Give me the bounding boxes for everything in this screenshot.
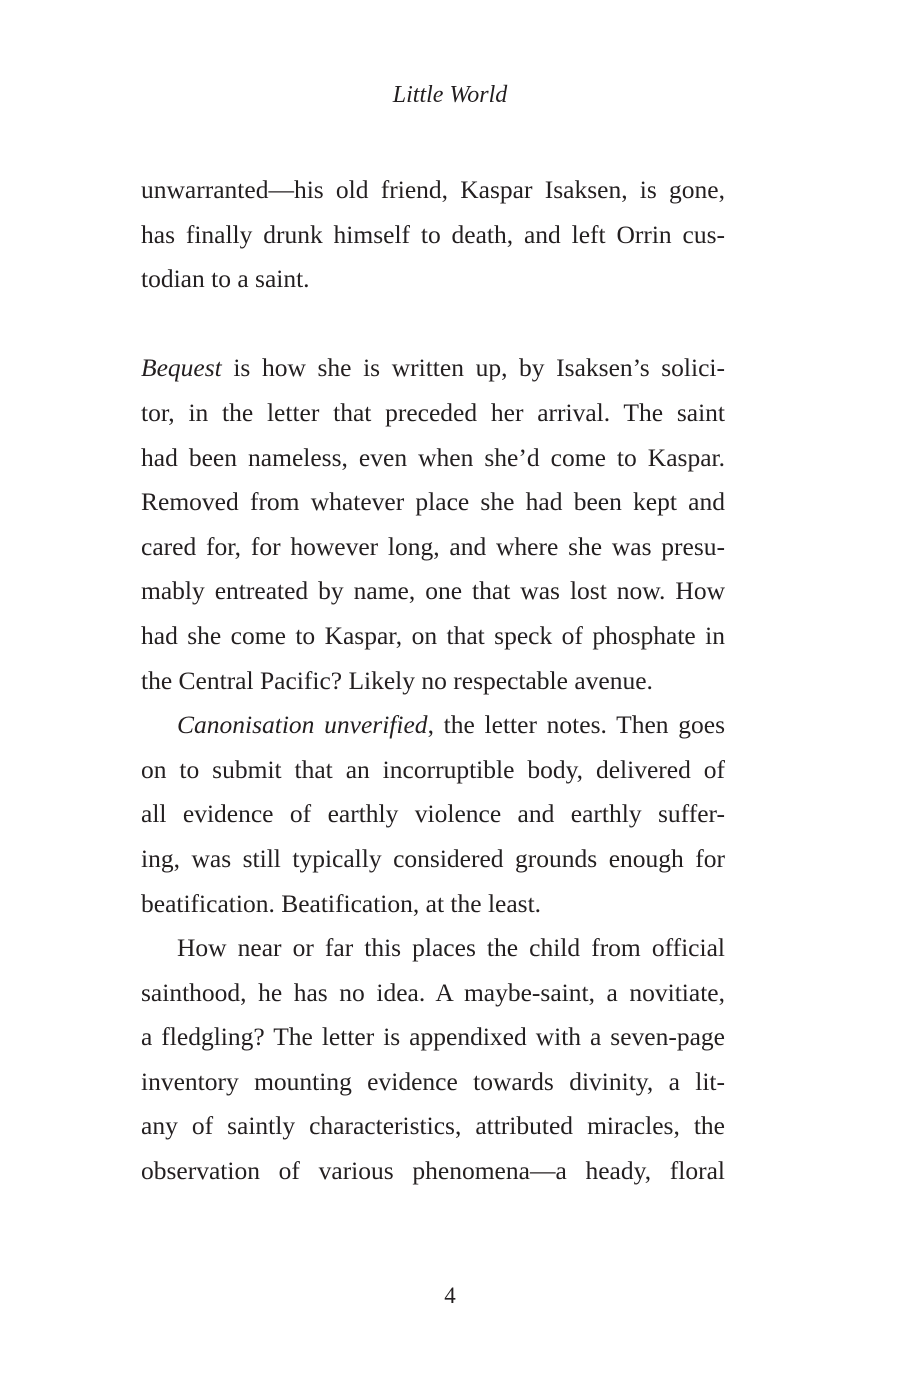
body-text [141, 168, 725, 1194]
text-line: on to submit that an incorruptible body, delivered of [141, 754, 725, 784]
text-line: tor, in the letter that preceded her arrival. The saint [141, 397, 725, 427]
text-line: had she come to Kaspar, on that speck of phosphate in [141, 620, 725, 650]
text-line: sainthood, he has no idea. A maybe-saint, a novitiate, [141, 977, 725, 1007]
text-line: ing, was still typically considered grounds enough for [141, 843, 725, 873]
text-run: , the letter notes. Then goes [427, 710, 725, 740]
text-line [141, 346, 725, 391]
text-line: observation of various phenomena—a heady, floral [141, 1156, 725, 1186]
text-line: mably entreated by name, one that was lost now. How [141, 576, 725, 606]
text-line: unwarranted—his old friend, Kaspar Isaksen, is gone, [141, 175, 725, 204]
text-line: cared for, for however long, and where she was presu- [141, 531, 725, 561]
text-run: is how she is written up, by Isaksen’s solici- [221, 353, 725, 383]
text-line: todian to a saint. [141, 264, 310, 294]
paragraph-3 [141, 703, 725, 926]
running-head: Little World [392, 82, 508, 108]
text-line: inventory mounting evidence towards divinity, a lit- [141, 1066, 725, 1096]
text-line: has finally drunk himself to death, and left Orrin cus- [141, 219, 725, 249]
text-line: beatification. Beatification, at the least. [141, 888, 542, 918]
text-line: had been nameless, even when she’d come to Kaspar. [141, 442, 725, 472]
paragraph-2 [141, 346, 725, 703]
text-line: any of saintly characteristics, attributed miracles, the [141, 1111, 725, 1141]
text-line: all evidence of earthly violence and earthly suffer- [141, 799, 725, 829]
paragraph-4 [141, 926, 725, 1194]
text-line: Removed from whatever place she had been kept and [141, 487, 725, 517]
italic-phrase: Bequest [141, 353, 222, 383]
page-number: 4 [444, 1283, 456, 1308]
italic-phrase: Canonisation unverified [177, 710, 428, 740]
text-line: the Central Pacific? Likely no respectable avenue. [141, 665, 653, 695]
text-line [141, 703, 725, 748]
text-line: a fledgling? The letter is appendixed with a seven-page [141, 1022, 725, 1052]
text-line: How near or far this places the child from official [177, 933, 725, 963]
section-break [141, 302, 725, 347]
paragraph-1 [141, 168, 725, 302]
